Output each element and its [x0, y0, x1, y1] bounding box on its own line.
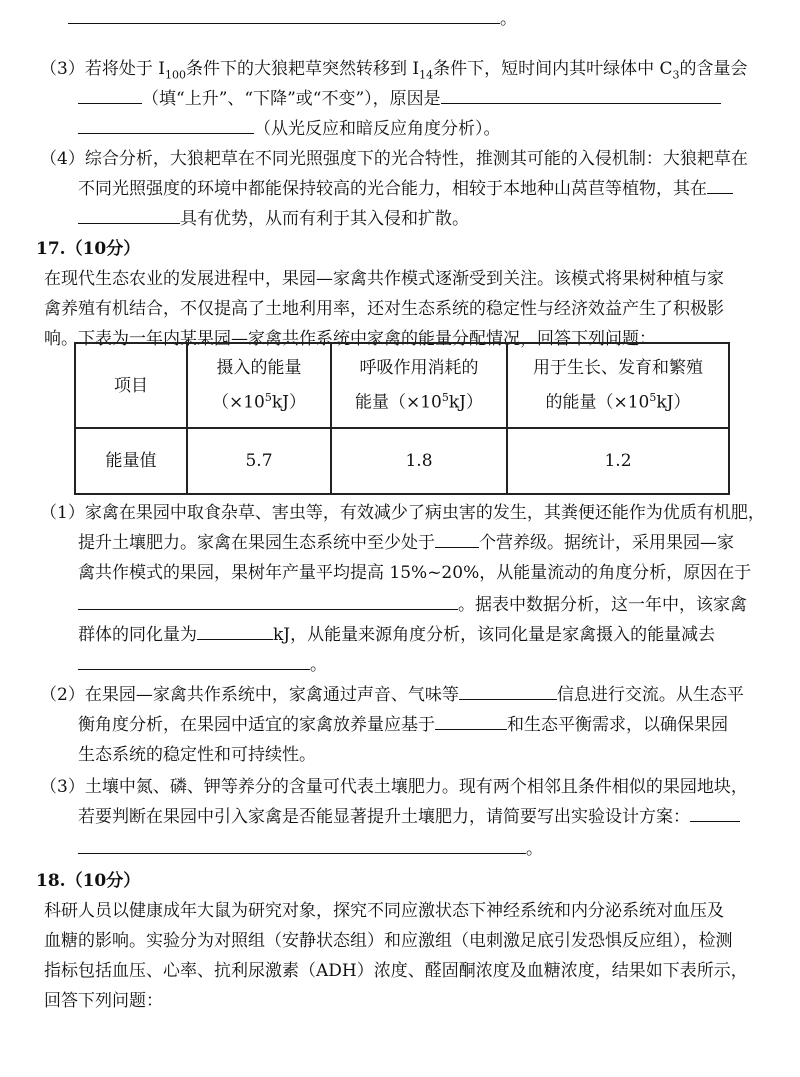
table-header-cell: 呼吸作用消耗的 能量$(\times 10^5kJ)$ — [331, 343, 507, 428]
q17-sub3-line2: 若要判断在果园中引入家禽是否能显著提升土壤肥力，请简要写出实验设计方案： — [78, 802, 740, 832]
q17-sub3-line1: （3）土壤中氮、磷、钾等养分的含量可代表土壤肥力。现有两个相邻且条件相似的果园地块， — [40, 777, 748, 797]
answer-blank[interactable] — [197, 621, 273, 640]
q17-sub2-line3: 生态系统的稳定性和可持续性。 — [78, 745, 316, 765]
q16-sub4-line3: 具有优势，从而有利于其入侵和扩散。 — [78, 204, 469, 234]
q17-intro-line2: 禽养殖有机结合，不仅提高了土地利用率，还对生态系统的稳定性与经济效益产生了积极影 — [44, 299, 724, 319]
q17-sub1-line4: 。据表中数据分析，这一年中，该家禽 — [78, 590, 747, 620]
q18-intro-line1: 科研人员以健康成年大鼠为研究对象，探究不同应激状态下神经系统和内分泌系统对血压及 — [44, 901, 724, 921]
answer-blank[interactable] — [441, 85, 721, 104]
answer-blank[interactable] — [78, 835, 526, 854]
table-cell: 1.2 — [507, 428, 729, 494]
q17-sub1-line6: 。 — [78, 650, 327, 680]
table-header-cell: 项目 — [75, 343, 187, 428]
q18-title: 18.（10分） — [36, 871, 141, 891]
energy-table — [74, 342, 730, 495]
answer-blank[interactable] — [78, 85, 142, 104]
answer-blank[interactable] — [68, 5, 500, 24]
table-header-cell: 摄入的能量 $(\times 10^5kJ)$ — [187, 343, 331, 428]
q17-sub2-line2: 衡角度分析，在果园中适宜的家禽放养量应基于 和生态平衡需求，以确保果园 — [78, 710, 728, 740]
answer-blank[interactable] — [707, 175, 733, 194]
q16-top-answer-line: 。 — [68, 4, 517, 34]
answer-blank[interactable] — [435, 711, 507, 730]
table-row — [75, 428, 729, 494]
table-cell: 1.8 — [331, 428, 507, 494]
q17-sub1-line3: 禽共作模式的果园，果树年产量平均提高 15%~20%，从能量流动的角度分析，原因在于 — [78, 563, 752, 583]
answer-blank[interactable] — [78, 115, 254, 134]
q17-sub2-line1: （2）在果园—家禽共作系统中，家禽通过声音、气味等 信息进行交流。从生态平 — [40, 680, 744, 710]
answer-blank[interactable] — [78, 651, 310, 670]
q17-sub1-line2: 提升土壤肥力。家禽在果园生态系统中至少处于 个营养级。据统计，采用果园—家 — [78, 528, 734, 558]
table-cell: 5.7 — [187, 428, 331, 494]
q17-intro-line1: 在现代生态农业的发展进程中，果园—家禽共作模式逐渐受到关注。该模式将果树种植与家 — [44, 269, 724, 289]
answer-blank[interactable] — [78, 591, 458, 610]
q18-intro-line4: 回答下列问题： — [44, 991, 163, 1011]
q17-sub1-line5: 群体的同化量为 kJ，从能量来源角度分析，该同化量是家禽摄入的能量减去 — [78, 620, 715, 650]
q16-sub3-line2: （填“上升”、“下降”或“不变”），原因是 — [78, 84, 721, 114]
q17-sub1-line1: （1）家禽在果园中取食杂草、害虫等，有效减少了病虫害的发生，其粪便还能作为优质有机肥， — [40, 503, 765, 523]
answer-blank[interactable] — [690, 803, 740, 822]
answer-blank[interactable] — [435, 529, 479, 548]
q16-sub3-line3: （从光反应和暗反应角度分析）。 — [78, 114, 501, 144]
q17-title: 17.（10分） — [36, 239, 141, 259]
answer-blank[interactable] — [78, 205, 180, 224]
q18-intro-line3: 指标包括血压、心率、抗利尿激素（ADH）浓度、醛固酮浓度及血糖浓度，结果如下表所示， — [44, 961, 748, 981]
q18-intro-line2: 血糖的影响。实验分为对照组（安静状态组）和应激组（电刺激足底引发恐惧反应组），检测 — [44, 931, 733, 951]
q16-sub4-line1: （4）综合分析，大狼耙草在不同光照强度下的光合特性，推测其可能的入侵机制：大狼耙草在 — [40, 149, 748, 169]
q17-intro-line3: 响。下表为一年内某果园—家禽共作系统中家禽的能量分配情况，回答下列问题： — [44, 329, 656, 349]
q17-sub3-line3: 。 — [78, 834, 543, 864]
table-header-cell: 用于生长、发育和繁殖 的能量$(\times 10^5kJ)$ — [507, 343, 729, 428]
answer-blank[interactable] — [459, 681, 557, 700]
q16-sub3-line1: （3）若将处于 $I_{100}$条件下的大狼耙草突然转移到 $I_{14}$条件下，短时间内其叶绿体中 $C_3$的含量会 — [40, 59, 748, 82]
table-row-label: 能量值 — [75, 428, 187, 494]
table-header-row — [75, 343, 729, 428]
q16-sub4-line2: 不同光照强度的环境中都能保持较高的光合能力，相较于本地种山莴苣等植物，其在 — [78, 174, 733, 204]
